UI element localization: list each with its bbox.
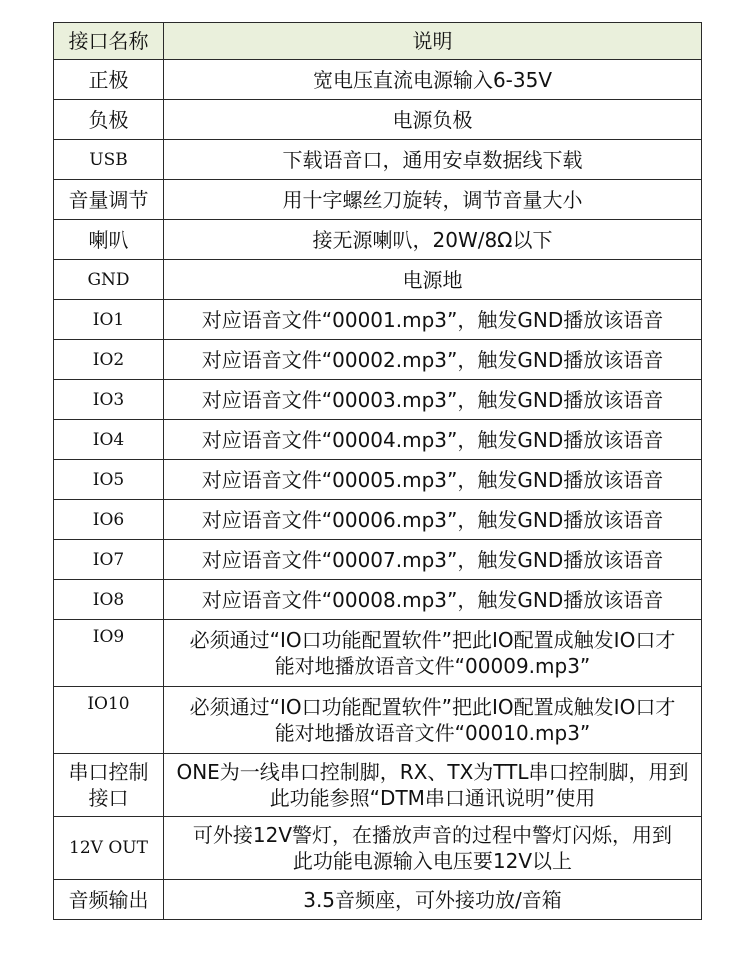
cell-desc: 对应语音文件“00003.mp3”，触发GND播放该语音 xyxy=(164,380,702,420)
cell-desc: 宽电压直流电源输入6-35V xyxy=(164,60,702,100)
interface-spec-table xyxy=(53,22,702,920)
table-row xyxy=(54,340,702,380)
name-line: 串口控制 xyxy=(68,760,149,784)
cell-name: IO9 xyxy=(54,620,164,687)
cell-name: IO8 xyxy=(54,580,164,620)
cell-name: IO1 xyxy=(54,300,164,340)
cell-desc: 对应语音文件“00005.mp3”，触发GND播放该语音 xyxy=(164,460,702,500)
desc-line: ONE为一线串口控制脚，RX、TX为TTL串口控制脚，用到 xyxy=(176,760,689,784)
table-row xyxy=(54,100,702,140)
table-row xyxy=(54,687,702,754)
cell-name: 正极 xyxy=(54,60,164,100)
desc-line: 能对地播放语音文件“00010.mp3” xyxy=(274,721,591,745)
table-row xyxy=(54,580,702,620)
cell-name: IO6 xyxy=(54,500,164,540)
table-row xyxy=(54,754,702,817)
table-row xyxy=(54,420,702,460)
cell-name: IO5 xyxy=(54,460,164,500)
cell-name: IO4 xyxy=(54,420,164,460)
cell-name: 音量调节 xyxy=(54,180,164,220)
table-row xyxy=(54,620,702,687)
cell-desc: 3.5音频座，可外接功放/音箱 xyxy=(164,880,702,920)
cell-desc: 对应语音文件“00007.mp3”，触发GND播放该语音 xyxy=(164,540,702,580)
table-row xyxy=(54,380,702,420)
cell-name: IO10 xyxy=(54,687,164,754)
cell-desc xyxy=(164,817,702,880)
table-row xyxy=(54,880,702,920)
cell-desc: 对应语音文件“00006.mp3”，触发GND播放该语音 xyxy=(164,500,702,540)
cell-name: 12V OUT xyxy=(54,817,164,880)
cell-desc: 电源地 xyxy=(164,260,702,300)
cell-desc xyxy=(164,687,702,754)
cell-desc xyxy=(164,620,702,687)
desc-line: 能对地播放语音文件“00009.mp3” xyxy=(274,654,591,678)
desc-line: 必须通过“IO口功能配置软件”把此IO配置成触发IO口才 xyxy=(189,695,676,719)
cell-desc: 下载语音口，通用安卓数据线下载 xyxy=(164,140,702,180)
cell-desc: 接无源喇叭，20W/8Ω以下 xyxy=(164,220,702,260)
desc-line: 此功能参照“DTM串口通讯说明”使用 xyxy=(269,786,596,810)
cell-name: USB xyxy=(54,140,164,180)
cell-name: IO3 xyxy=(54,380,164,420)
name-line: 接口 xyxy=(88,786,129,810)
header-interface-name: 接口名称 xyxy=(54,23,164,60)
cell-name: IO2 xyxy=(54,340,164,380)
cell-name: GND xyxy=(54,260,164,300)
table-row xyxy=(54,180,702,220)
table-row xyxy=(54,300,702,340)
cell-desc: 电源负极 xyxy=(164,100,702,140)
table-row xyxy=(54,460,702,500)
header-description: 说明 xyxy=(164,23,702,60)
cell-desc: 对应语音文件“00008.mp3”，触发GND播放该语音 xyxy=(164,580,702,620)
desc-line: 可外接12V警灯，在播放声音的过程中警灯闪烁，用到 xyxy=(192,823,673,847)
cell-name: 音频输出 xyxy=(54,880,164,920)
table-row xyxy=(54,500,702,540)
table-row xyxy=(54,540,702,580)
table-row xyxy=(54,140,702,180)
cell-name: IO7 xyxy=(54,540,164,580)
cell-desc: 对应语音文件“00004.mp3”，触发GND播放该语音 xyxy=(164,420,702,460)
cell-desc: 对应语音文件“00001.mp3”，触发GND播放该语音 xyxy=(164,300,702,340)
table-row xyxy=(54,60,702,100)
cell-name xyxy=(54,754,164,817)
table-row xyxy=(54,260,702,300)
cell-name: 负极 xyxy=(54,100,164,140)
desc-line: 此功能电源输入电压要12V以上 xyxy=(292,849,573,873)
desc-line: 必须通过“IO口功能配置软件”把此IO配置成触发IO口才 xyxy=(189,628,676,652)
cell-name: 喇叭 xyxy=(54,220,164,260)
cell-desc xyxy=(164,754,702,817)
cell-desc: 用十字螺丝刀旋转，调节音量大小 xyxy=(164,180,702,220)
table-row xyxy=(54,817,702,880)
table-header-row xyxy=(54,23,702,60)
table-row xyxy=(54,220,702,260)
cell-desc: 对应语音文件“00002.mp3”，触发GND播放该语音 xyxy=(164,340,702,380)
